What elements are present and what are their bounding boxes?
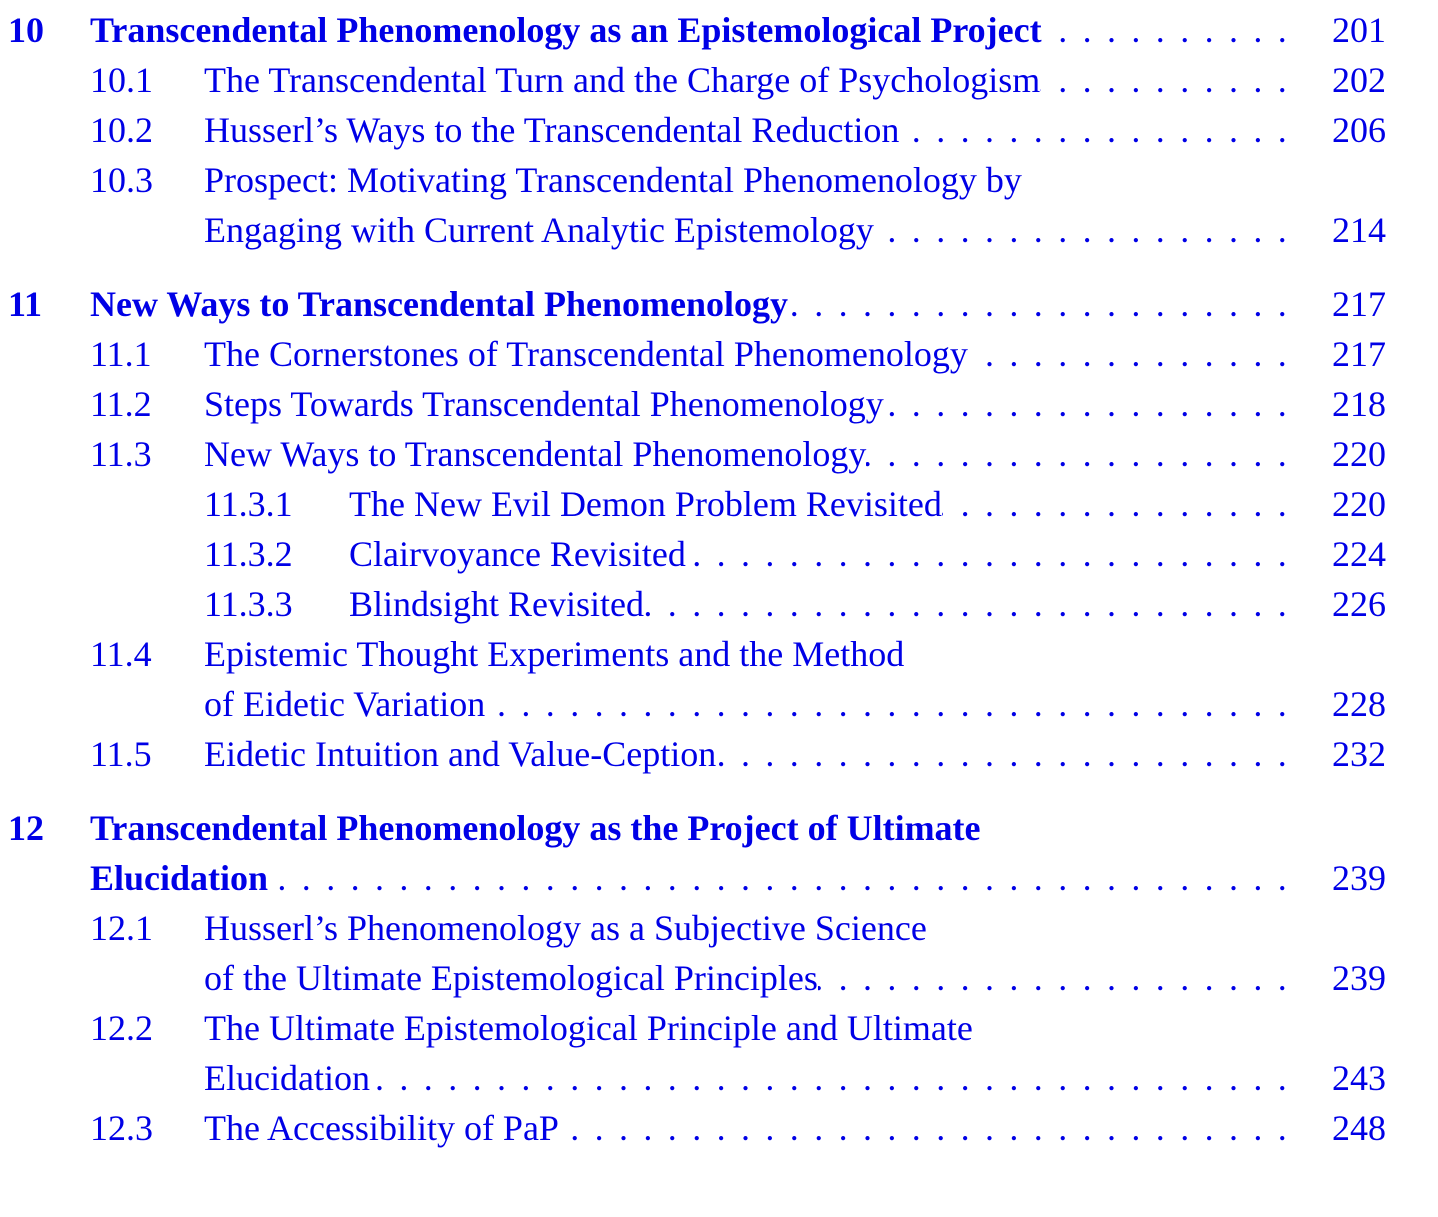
- toc-entry-title[interactable]: Eidetic Intuition and Value-Ception: [204, 734, 717, 774]
- toc-entry-title[interactable]: The Accessibility of PaP: [204, 1108, 559, 1148]
- toc-entry-number: 11: [8, 284, 43, 324]
- toc-entry-title[interactable]: Elucidation: [90, 858, 269, 898]
- toc-page-number[interactable]: 232: [1332, 734, 1386, 774]
- dot-leader: [370, 1053, 1290, 1103]
- toc-entry-title[interactable]: Clairvoyance Revisited: [349, 534, 686, 574]
- dot-leader: [818, 953, 1290, 1003]
- dot-leader: [884, 379, 1290, 429]
- toc-page-number[interactable]: 248: [1332, 1108, 1386, 1148]
- toc-entry-number: 12: [8, 808, 44, 848]
- toc-entry-title[interactable]: Steps Towards Transcendental Phenomenology: [204, 384, 884, 424]
- dot-leader: [1040, 55, 1290, 105]
- toc-entry-number: 10.2: [90, 110, 153, 150]
- toc-page-number[interactable]: 243: [1332, 1058, 1386, 1098]
- dot-leader: [559, 1103, 1290, 1153]
- toc-page-number[interactable]: 202: [1332, 60, 1386, 100]
- toc-entry-number: 10.1: [90, 60, 153, 100]
- toc-entry-number: 12.2: [90, 1008, 153, 1048]
- toc-page-number[interactable]: 239: [1332, 858, 1386, 898]
- toc-entry-title[interactable]: Husserl’s Ways to the Transcendental Reduction: [204, 110, 900, 150]
- dot-leader: [1042, 5, 1290, 55]
- toc-entry-title[interactable]: New Ways to Transcendental Phenomenology: [204, 434, 867, 474]
- toc-entry-title[interactable]: Epistemic Thought Experiments and the Method: [204, 634, 905, 674]
- dot-leader: [268, 853, 1290, 903]
- toc-entry-number: 10.3: [90, 160, 153, 200]
- toc-entry-title[interactable]: of Eidetic Variation: [204, 684, 486, 724]
- toc-entry-number: 11.3.1: [204, 484, 293, 524]
- toc-entry-number: 11.3.3: [204, 584, 293, 624]
- dot-leader: [485, 679, 1290, 729]
- dot-leader: [874, 205, 1290, 255]
- toc-entry-title[interactable]: Engaging with Current Analytic Epistemology: [204, 210, 874, 250]
- toc-page-number[interactable]: 226: [1332, 584, 1386, 624]
- toc-entry-number: 12.1: [90, 908, 153, 948]
- toc-entry-title[interactable]: The New Evil Demon Problem Revisited: [349, 484, 942, 524]
- toc-entry-title[interactable]: Transcendental Phenomenology as the Project of Ultimate: [90, 808, 981, 848]
- toc-page-number[interactable]: 224: [1332, 534, 1386, 574]
- toc-entry-title[interactable]: Prospect: Motivating Transcendental Phenomenology by: [204, 160, 1022, 200]
- toc-page-number[interactable]: 214: [1332, 210, 1386, 250]
- toc-page-number[interactable]: 220: [1332, 484, 1386, 524]
- toc-entry-number: 11.4: [90, 634, 152, 674]
- toc-page-number[interactable]: 217: [1332, 284, 1386, 324]
- dot-leader: [788, 279, 1290, 329]
- toc-entry-number: 10: [8, 10, 44, 50]
- toc-page-number[interactable]: 206: [1332, 110, 1386, 150]
- toc-page-number[interactable]: 218: [1332, 384, 1386, 424]
- toc-page-number[interactable]: 220: [1332, 434, 1386, 474]
- dot-leader: [644, 579, 1290, 629]
- toc-entry-number: 12.3: [90, 1108, 153, 1148]
- toc-entry-title[interactable]: Blindsight Revisited: [349, 584, 645, 624]
- toc-page-number[interactable]: 239: [1332, 958, 1386, 998]
- toc-entry-title[interactable]: of the Ultimate Epistemological Principles: [204, 958, 818, 998]
- toc-entry-number: 11.3.2: [204, 534, 293, 574]
- toc-entry-title[interactable]: The Transcendental Turn and the Charge of Psychologism: [204, 60, 1041, 100]
- toc-entry-number: 11.2: [90, 384, 152, 424]
- toc-entry-title[interactable]: The Cornerstones of Transcendental Phenomenology: [204, 334, 968, 374]
- dot-leader: [942, 479, 1290, 529]
- dot-leader: [716, 729, 1290, 779]
- toc-page-number[interactable]: 217: [1332, 334, 1386, 374]
- toc-page-number[interactable]: 201: [1332, 10, 1386, 50]
- dot-leader: [899, 105, 1290, 155]
- toc-entry-title[interactable]: New Ways to Transcendental Phenomenology: [90, 284, 789, 324]
- dot-leader: [686, 529, 1290, 579]
- toc-entry-title[interactable]: The Ultimate Epistemological Principle and Ultimate: [204, 1008, 973, 1048]
- toc-entry-number: 11.3: [90, 434, 152, 474]
- dot-leader: [866, 429, 1290, 479]
- toc-entry-title[interactable]: Husserl’s Phenomenology as a Subjective Science: [204, 908, 927, 948]
- toc-entry-number: 11.1: [90, 334, 152, 374]
- toc-page-number[interactable]: 228: [1332, 684, 1386, 724]
- toc-entry-title[interactable]: Transcendental Phenomenology as an Epistemological Project: [90, 10, 1042, 50]
- toc-entry-number: 11.5: [90, 734, 152, 774]
- dot-leader: [968, 329, 1290, 379]
- toc-entry-title[interactable]: Elucidation: [204, 1058, 370, 1098]
